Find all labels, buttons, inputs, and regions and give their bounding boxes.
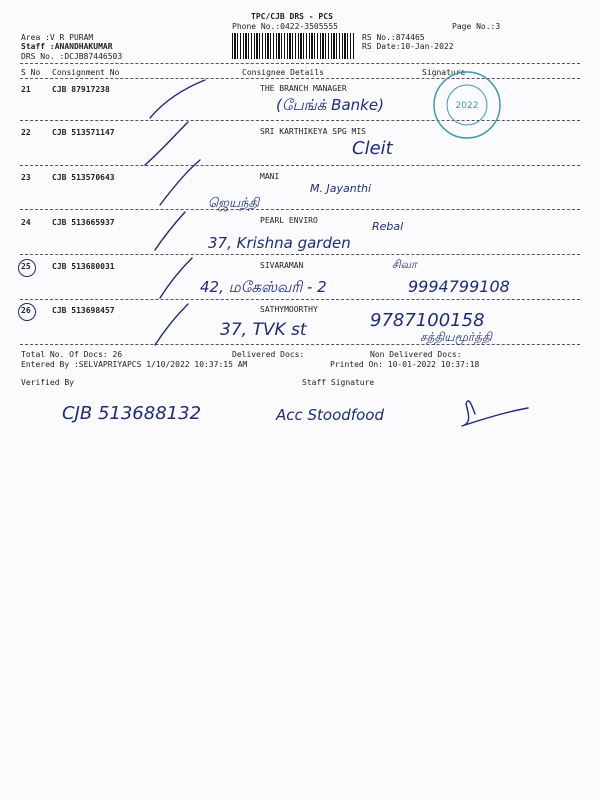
handwritten-note: (பேங்க் Banke)	[276, 96, 384, 114]
row-consignment: CJB 513665937	[52, 218, 115, 227]
row-consignee: SIVARAMAN	[260, 261, 304, 270]
rs-number: RS No.:874465	[362, 33, 425, 42]
row-consignment: CJB 513571147	[52, 128, 115, 137]
handwritten-consignment: CJB 513688132	[62, 403, 202, 424]
bank-stamp	[432, 70, 502, 140]
entered-by: Entered By :SELVAPRIYAPCS 1/10/2022 10:37:15 AM	[21, 360, 248, 369]
staff-label: Staff :ANANDHAKUMAR	[21, 42, 113, 51]
handwritten-note: Cleit	[352, 138, 393, 159]
row-sno: 25	[21, 262, 31, 271]
total-docs: Total No. Of Docs: 26	[21, 350, 123, 359]
page-number: Page No.:3	[452, 22, 501, 31]
area-label: Area :V R PURAM	[21, 33, 94, 42]
row-consignment: CJB 513570643	[52, 173, 115, 182]
report-title: TPC/CJB DRS - PCS	[251, 12, 333, 21]
phone-number: Phone No.:0422-3505555	[232, 22, 338, 31]
col-signature: Signature	[422, 68, 466, 77]
handwritten-note: Acc Stoodfood	[276, 406, 384, 424]
printed-on: Printed On: 10-01-2022 10:37:18	[330, 360, 480, 369]
handwritten-note: Rebal	[372, 220, 404, 233]
col-consignee: Consignee Details	[242, 68, 324, 77]
handwritten-note: 37, Krishna garden	[208, 234, 351, 252]
row-sno: 23	[21, 173, 31, 182]
row-consignment: CJB 513698457	[52, 306, 115, 315]
row-sno: 26	[21, 306, 31, 315]
row-consignee: SATHYMOORTHY	[260, 305, 318, 314]
col-sno: S No	[21, 68, 41, 77]
row-consignment: CJB 513680031	[52, 262, 115, 271]
delivered-docs: Delivered Docs:	[232, 350, 305, 359]
row-consignment: CJB 87917238	[52, 85, 110, 94]
handwritten-note: M. Jayanthi	[310, 182, 372, 195]
col-consignment: Consignment No	[52, 68, 120, 77]
stamp-date: 2022	[455, 101, 479, 111]
handwritten-phone: 9787100158	[370, 310, 485, 331]
row-consignee: PEARL ENVIRO	[260, 216, 318, 225]
row-consignee: MANI	[260, 172, 280, 181]
non-delivered-docs: Non Delivered Docs:	[370, 350, 462, 359]
row-sno: 21	[21, 85, 31, 94]
row-consignee: THE BRANCH MANAGER	[260, 84, 347, 93]
row-consignee: SRI KARTHIKEYA SPG MIS	[260, 127, 366, 136]
handwritten-note: சிவா	[392, 258, 417, 271]
handwritten-phone: 9994799108	[408, 277, 510, 296]
rs-date: RS Date:10-Jan-2022	[362, 42, 454, 51]
verified-by: Verified By	[21, 378, 74, 387]
row-sno: 22	[21, 128, 31, 137]
row-sno: 24	[21, 218, 31, 227]
handwritten-note: 37, TVK st	[220, 320, 307, 340]
handwritten-note: 42, மகேஸ்வரி - 2	[200, 278, 327, 296]
drs-number: DRS No. :DCJB87446503	[21, 52, 123, 61]
staff-signature: Staff Signature	[302, 378, 375, 387]
handwritten-signature: சத்தியமூர்த்தி	[420, 330, 492, 344]
handwritten-signature: ஜெயந்தி	[208, 196, 260, 211]
